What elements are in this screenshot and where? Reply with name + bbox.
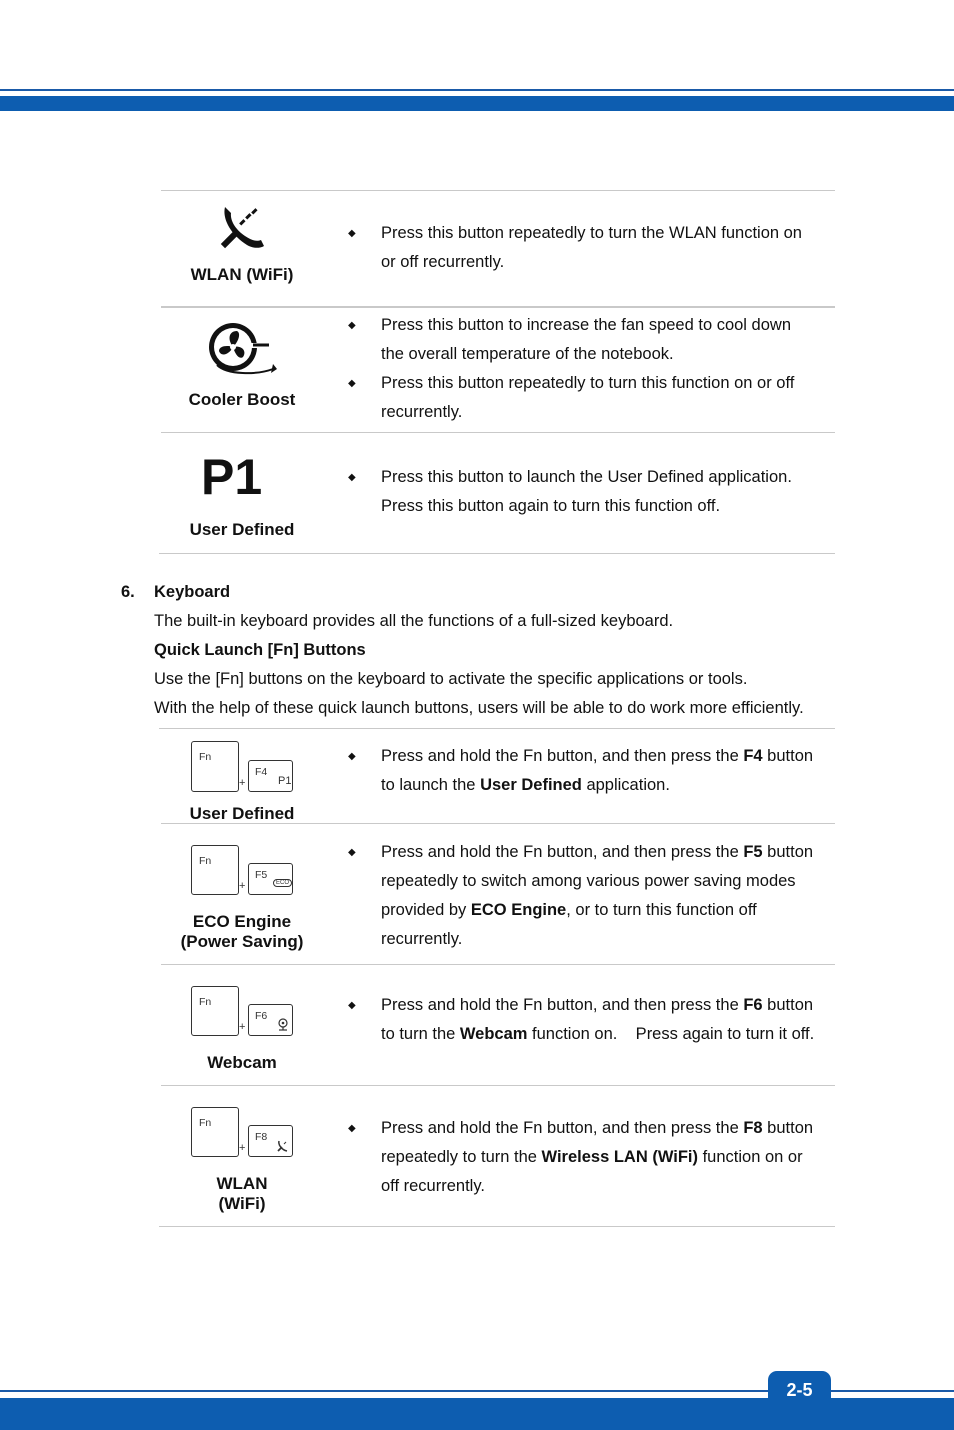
f6-key-icon [248,1004,293,1036]
fn-key-icon [191,986,239,1036]
desc-line: Press this button to increase the fan speed to cool down [381,316,792,334]
wlan-description [381,219,831,277]
wlan-label: WLAN (WiFi) [190,265,294,284]
desc-line: Press this button to launch the User Defined application. [381,468,792,486]
section-intro: The built-in keyboard provides all the functions of a full-sized keyboard. [154,612,674,630]
section-title: Keyboard [154,583,231,601]
desc-text: repeatedly to turn the [381,1148,542,1166]
desc-line: Press this button repeatedly to turn this function on or off [381,374,795,392]
desc-line: repeatedly to switch among various power saving modes [381,872,796,890]
bullet: ◆ [348,320,356,331]
label-line: WLAN [216,1174,268,1193]
section-paragraph: With the help of these quick launch buttons, users will be able to do work more efficiently. [154,699,804,717]
desc-text: button [762,747,814,765]
table-rule [161,1085,835,1086]
fn-wlan-label [161,1174,323,1214]
fn-key-icon [191,741,239,792]
desc-bold: User Defined [480,776,582,794]
desc-line: Press this button again to turn this function off. [381,497,721,515]
desc-text: , or to turn this function off [566,901,757,919]
desc-key: F4 [743,747,763,765]
section-subtitle: Quick Launch [Fn] Buttons [154,641,366,659]
f8-key-icon [248,1125,293,1157]
desc-line: or off recurrently. [381,253,505,271]
key-caption: Fn [199,1117,212,1129]
section-paragraph: Use the [Fn] buttons on the keyboard to activate the specific applications or tools. [154,670,748,688]
plus-icon: + [239,880,246,892]
desc-bold: Wireless LAN (WiFi) [541,1148,698,1166]
fn-user-defined-label: User Defined [189,804,295,823]
table-rule [161,432,835,433]
webcam-icon [277,1018,289,1031]
wifi-wrench-icon [219,205,267,253]
label-line: ECO Engine [192,912,292,931]
section-number: 6. [121,583,135,601]
webcam-label: Webcam [207,1053,277,1072]
bullet: ◆ [348,228,356,239]
desc-line: recurrently. [381,930,463,948]
fn-f8-description [381,1114,831,1201]
table-rule [161,190,835,191]
key-caption: F5 [255,869,268,881]
desc-text: Press and hold the Fn button, and then press the [381,996,744,1014]
label-line: (WiFi) [218,1194,266,1213]
fn-f6-description [381,991,831,1049]
desc-text: Press and hold the Fn button, and then press the [381,843,744,861]
eco-badge-icon: ECO [273,879,292,887]
desc-text: provided by [381,901,471,919]
desc-line: recurrently. [381,403,463,421]
key-caption: Fn [199,855,212,867]
plus-icon: + [239,1021,246,1033]
header-bar [0,96,954,111]
key-caption: Fn [199,996,212,1008]
eco-engine-label [161,912,323,952]
bullet: ◆ [348,847,356,858]
desc-text: Press and hold the Fn button, and then press the [381,1119,744,1137]
key-caption: Fn [199,751,212,763]
user-defined-label: User Defined [189,520,295,539]
key-caption: F6 [255,1010,268,1022]
bullet: ◆ [348,1123,356,1134]
desc-text: to turn the [381,1025,460,1043]
plus-icon: + [239,777,246,789]
fn-key-icon [191,1107,239,1157]
user-defined-description [381,463,831,521]
table-rule [161,306,835,308]
f5-key-icon [248,863,293,895]
bullet: ◆ [348,472,356,483]
p1-icon: P1 [201,449,263,505]
desc-bold: Webcam [459,1025,528,1043]
key-caption: P1 [278,775,292,787]
f4-key-icon [248,760,293,792]
table-rule [159,1226,835,1227]
desc-key: F6 [743,996,763,1014]
table-rule [161,823,835,824]
plus-icon: + [239,1142,246,1154]
bullet: ◆ [348,1000,356,1011]
desc-text: button [762,1119,814,1137]
desc-bold: ECO Engine [470,901,567,919]
desc-line: off recurrently. [381,1177,485,1195]
desc-key: F5 [743,843,763,861]
cooler-boost-label: Cooler Boost [188,390,296,409]
bullet: ◆ [348,751,356,762]
header-rule-thin [0,89,954,91]
desc-line: the overall temperature of the notebook. [381,345,674,363]
desc-text: Press and hold the Fn button, and then press the [381,747,744,765]
fn-f5-description [381,838,831,954]
desc-text: button [762,843,814,861]
key-caption: F8 [255,1131,268,1143]
table-rule [159,728,835,729]
bullet: ◆ [348,378,356,389]
wifi-wrench-icon [277,1140,289,1152]
cooler-boost-description [381,311,831,427]
page-number: 2-5 [768,1371,831,1409]
fn-key-icon [191,845,239,895]
key-caption: F4 [255,766,268,778]
desc-text: button [762,996,814,1014]
label-line: (Power Saving) [180,932,304,951]
desc-text: application. [581,776,670,794]
desc-text: function on. Press again to turn it off. [527,1025,815,1043]
table-rule [161,964,835,965]
desc-key: F8 [743,1119,763,1137]
desc-line: Press this button repeatedly to turn the WLAN function on [381,224,802,242]
table-rule [159,553,835,554]
desc-text: function on or [698,1148,803,1166]
fan-icon [207,319,277,379]
fn-f4-description [381,742,831,800]
desc-text: to launch the [381,776,481,794]
